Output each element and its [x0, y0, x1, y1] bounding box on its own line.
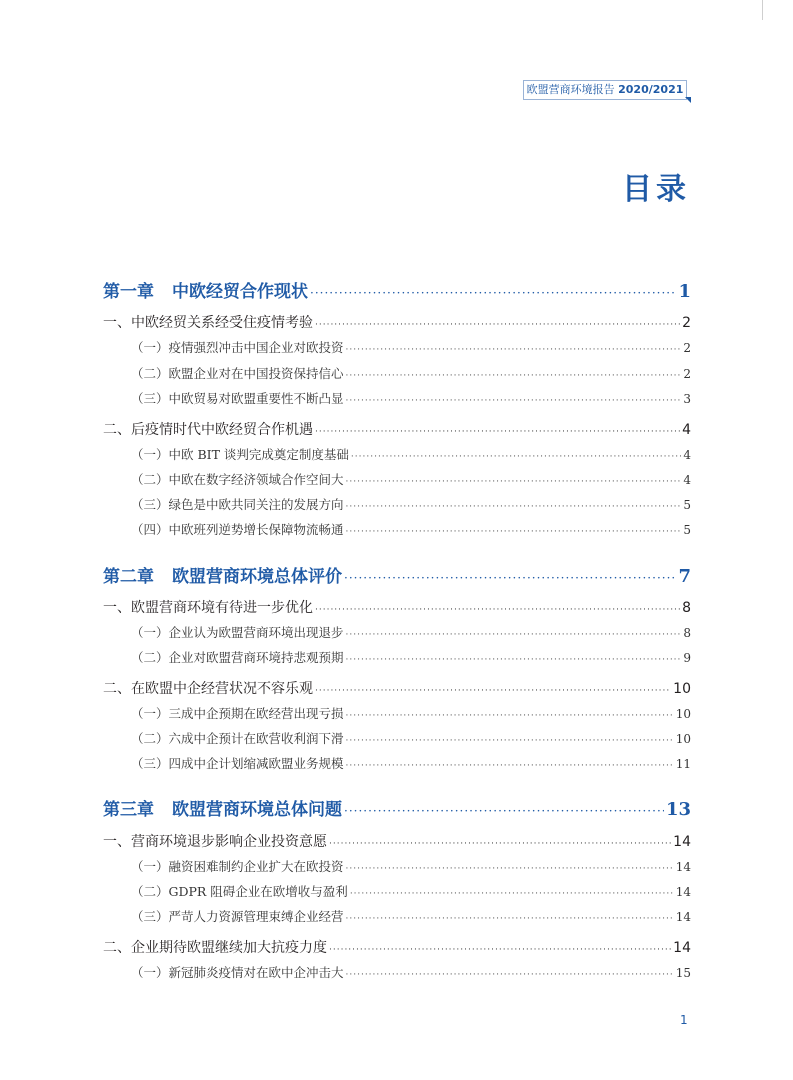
dot-leader	[346, 502, 682, 512]
toc-subsection[interactable]	[103, 445, 691, 463]
dot-leader	[315, 686, 671, 696]
dot-leader	[310, 286, 676, 300]
subsection-title: （二）中欧在数字经济领域合作空间大	[131, 472, 344, 487]
toc-section[interactable]	[103, 419, 691, 439]
subsection-page: 10	[675, 707, 691, 721]
section-page: 10	[673, 681, 691, 697]
toc-section[interactable]	[103, 597, 691, 617]
section-page: 14	[673, 834, 691, 850]
section-page: 2	[682, 315, 691, 331]
dot-leader	[315, 427, 680, 437]
toc-section[interactable]	[103, 678, 691, 698]
toc-subsection[interactable]	[103, 754, 691, 772]
chapter-number: 第二章	[103, 567, 154, 587]
dot-leader	[346, 711, 674, 721]
subsection-page: 3	[683, 392, 691, 406]
toc-subsection[interactable]	[103, 470, 691, 488]
subsection-page: 14	[675, 885, 691, 899]
toc-chapter-3[interactable]	[103, 795, 691, 820]
header-report-name: 欧盟营商环境报告	[526, 83, 615, 96]
subsection-title: （三）四成中企计划缩减欧盟业务规模	[131, 756, 344, 771]
toc-chapter-1[interactable]	[103, 277, 691, 302]
dot-leader	[344, 804, 664, 818]
subsection-page: 5	[683, 498, 691, 512]
subsection-page: 5	[683, 523, 691, 537]
subsection-page: 11	[675, 757, 691, 771]
subsection-page: 14	[675, 860, 691, 874]
toc-subsection[interactable]	[103, 338, 691, 356]
dot-leader	[346, 655, 682, 665]
dot-leader	[346, 527, 682, 537]
subsection-title: （四）中欧班列逆势增长保障物流畅通	[131, 522, 344, 537]
subsection-title: （一）新冠肺炎疫情对在欧中企冲击大	[131, 965, 344, 980]
page-edge-line	[762, 0, 763, 20]
dot-leader	[350, 889, 674, 899]
subsection-page: 10	[675, 732, 691, 746]
subsection-title: （三）绿色是中欧共同关注的发展方向	[131, 497, 344, 512]
subsection-title: （二）企业对欧盟营商环境持悲观预期	[131, 650, 344, 665]
dot-leader	[315, 320, 680, 330]
subsection-title: （二）GDPR 阻碍企业在欧增收与盈利	[131, 884, 348, 899]
subsection-page: 2	[683, 341, 691, 355]
subsection-title: （三）严苛人力资源管理束缚企业经营	[131, 909, 344, 924]
toc-subsection[interactable]	[103, 520, 691, 538]
toc-subsection[interactable]	[103, 389, 691, 407]
subsection-title: （二）欧盟企业对在中国投资保持信心	[131, 366, 344, 381]
subsection-title: （一）企业认为欧盟营商环境出现退步	[131, 625, 344, 640]
toc-chapter-2[interactable]	[103, 562, 691, 587]
subsection-title: （二）六成中企预计在欧营收利润下滑	[131, 731, 344, 746]
page-number: 1	[680, 1013, 688, 1027]
dot-leader	[346, 970, 674, 980]
subsection-page: 15	[675, 966, 691, 980]
subsection-page: 14	[675, 910, 691, 924]
dot-leader	[346, 345, 682, 355]
subsection-page: 9	[683, 651, 691, 665]
subsection-title: （一）融资困难制约企业扩大在欧投资	[131, 859, 344, 874]
chapter-title: 欧盟营商环境总体评价	[172, 567, 342, 587]
toc-title: 目录	[622, 172, 690, 207]
toc-subsection[interactable]	[103, 704, 691, 722]
dot-leader	[329, 839, 671, 849]
subsection-page: 2	[683, 367, 691, 381]
toc-subsection[interactable]	[103, 364, 691, 382]
section-title: 一、营商环境退步影响企业投资意愿	[103, 834, 327, 850]
section-page: 14	[673, 940, 691, 956]
toc-section[interactable]	[103, 937, 691, 957]
subsection-page: 8	[683, 626, 691, 640]
section-title: 二、企业期待欧盟继续加大抗疫力度	[103, 940, 327, 956]
toc-subsection[interactable]	[103, 963, 691, 981]
section-title: 一、欧盟营商环境有待进一步优化	[103, 600, 313, 616]
running-header	[523, 80, 687, 100]
dot-leader	[344, 571, 676, 585]
subsection-page: 4	[683, 473, 691, 487]
section-page: 4	[682, 422, 691, 438]
chapter-page: 7	[678, 566, 691, 587]
section-title: 二、在欧盟中企经营状况不容乐观	[103, 681, 313, 697]
toc-section[interactable]	[103, 831, 691, 851]
subsection-title: （一）中欧 BIT 谈判完成奠定制度基础	[131, 447, 349, 462]
dot-leader	[315, 605, 680, 615]
dot-leader	[346, 371, 682, 381]
toc-subsection[interactable]	[103, 882, 691, 900]
dot-leader	[346, 477, 682, 487]
dot-leader	[346, 396, 682, 406]
chapter-page: 13	[665, 799, 691, 820]
subsection-title: （三）中欧贸易对欧盟重要性不断凸显	[131, 391, 344, 406]
toc-subsection[interactable]	[103, 648, 691, 666]
chapter-page: 1	[678, 281, 691, 302]
chapter-title: 欧盟营商环境总体问题	[172, 800, 342, 820]
section-title: 一、中欧经贸关系经受住疫情考验	[103, 315, 313, 331]
dot-leader	[329, 945, 671, 955]
toc-subsection[interactable]	[103, 857, 691, 875]
dot-leader	[346, 864, 674, 874]
header-corner-mark	[685, 97, 691, 103]
dot-leader	[351, 452, 681, 462]
toc-subsection[interactable]	[103, 729, 691, 747]
header-year: 2020/2021	[618, 83, 684, 96]
subsection-title: （一）三成中企预期在欧经营出现亏损	[131, 706, 344, 721]
subsection-page: 4	[683, 448, 691, 462]
chapter-number: 第一章	[103, 282, 154, 302]
dot-leader	[346, 736, 674, 746]
toc-subsection[interactable]	[103, 623, 691, 641]
section-page: 8	[682, 600, 691, 616]
subsection-title: （一）疫情强烈冲击中国企业对欧投资	[131, 340, 344, 355]
chapter-number: 第三章	[103, 800, 154, 820]
toc-subsection[interactable]	[103, 907, 691, 925]
toc-section[interactable]	[103, 312, 691, 332]
dot-leader	[346, 761, 674, 771]
toc-subsection[interactable]	[103, 495, 691, 513]
section-title: 二、后疫情时代中欧经贸合作机遇	[103, 422, 313, 438]
dot-leader	[346, 630, 682, 640]
dot-leader	[346, 914, 674, 924]
chapter-title: 中欧经贸合作现状	[172, 282, 308, 302]
